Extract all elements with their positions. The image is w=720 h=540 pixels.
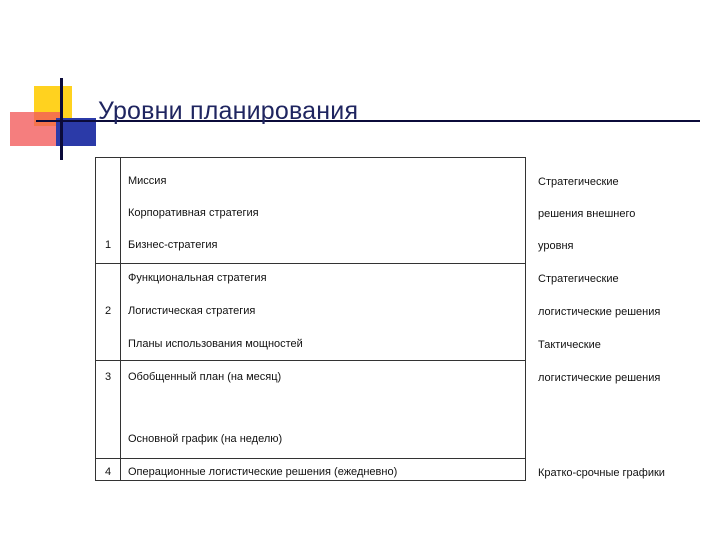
row-capacity-plans: Планы использования мощностей <box>128 338 303 350</box>
level-number-3: 3 <box>104 371 112 383</box>
row-mission: Миссия <box>128 175 167 187</box>
row-separator <box>95 458 526 459</box>
row-operational-decisions: Операционные логистические решения (ежедневно) <box>128 466 398 478</box>
level-column-divider <box>120 157 121 481</box>
row-logistics-strategy: Логистическая стратегия <box>128 305 256 317</box>
decor-vertical-line <box>60 78 63 160</box>
label-level: уровня <box>538 240 574 252</box>
row-business-strategy: Бизнес-стратегия <box>128 239 218 251</box>
row-aggregate-plan: Обобщенный план (на месяц) <box>128 371 282 383</box>
level-number-4: 4 <box>104 466 112 478</box>
row-master-schedule: Основной график (на неделю) <box>128 433 283 445</box>
label-logistics-decisions: логистические решения <box>538 306 661 318</box>
level-number-2: 2 <box>104 305 112 317</box>
level-number-1: 1 <box>104 239 112 251</box>
row-separator <box>95 263 526 264</box>
label-tactical: Тактические <box>538 339 601 351</box>
label-logistics-decisions-tactical: логистические решения <box>538 372 661 384</box>
label-short-term-schedules: Кратко-срочные графики <box>538 467 665 479</box>
label-strategic: Стратегические <box>538 176 619 188</box>
slide-title: Уровни планирования <box>98 97 359 125</box>
label-strategic-logistics: Стратегические <box>538 273 619 285</box>
label-external-decisions: решения внешнего <box>538 208 636 220</box>
row-corporate-strategy: Корпоративная стратегия <box>128 207 259 219</box>
row-functional-strategy: Функциональная стратегия <box>128 272 267 284</box>
decor-red-square <box>10 112 60 146</box>
row-separator <box>95 360 526 361</box>
